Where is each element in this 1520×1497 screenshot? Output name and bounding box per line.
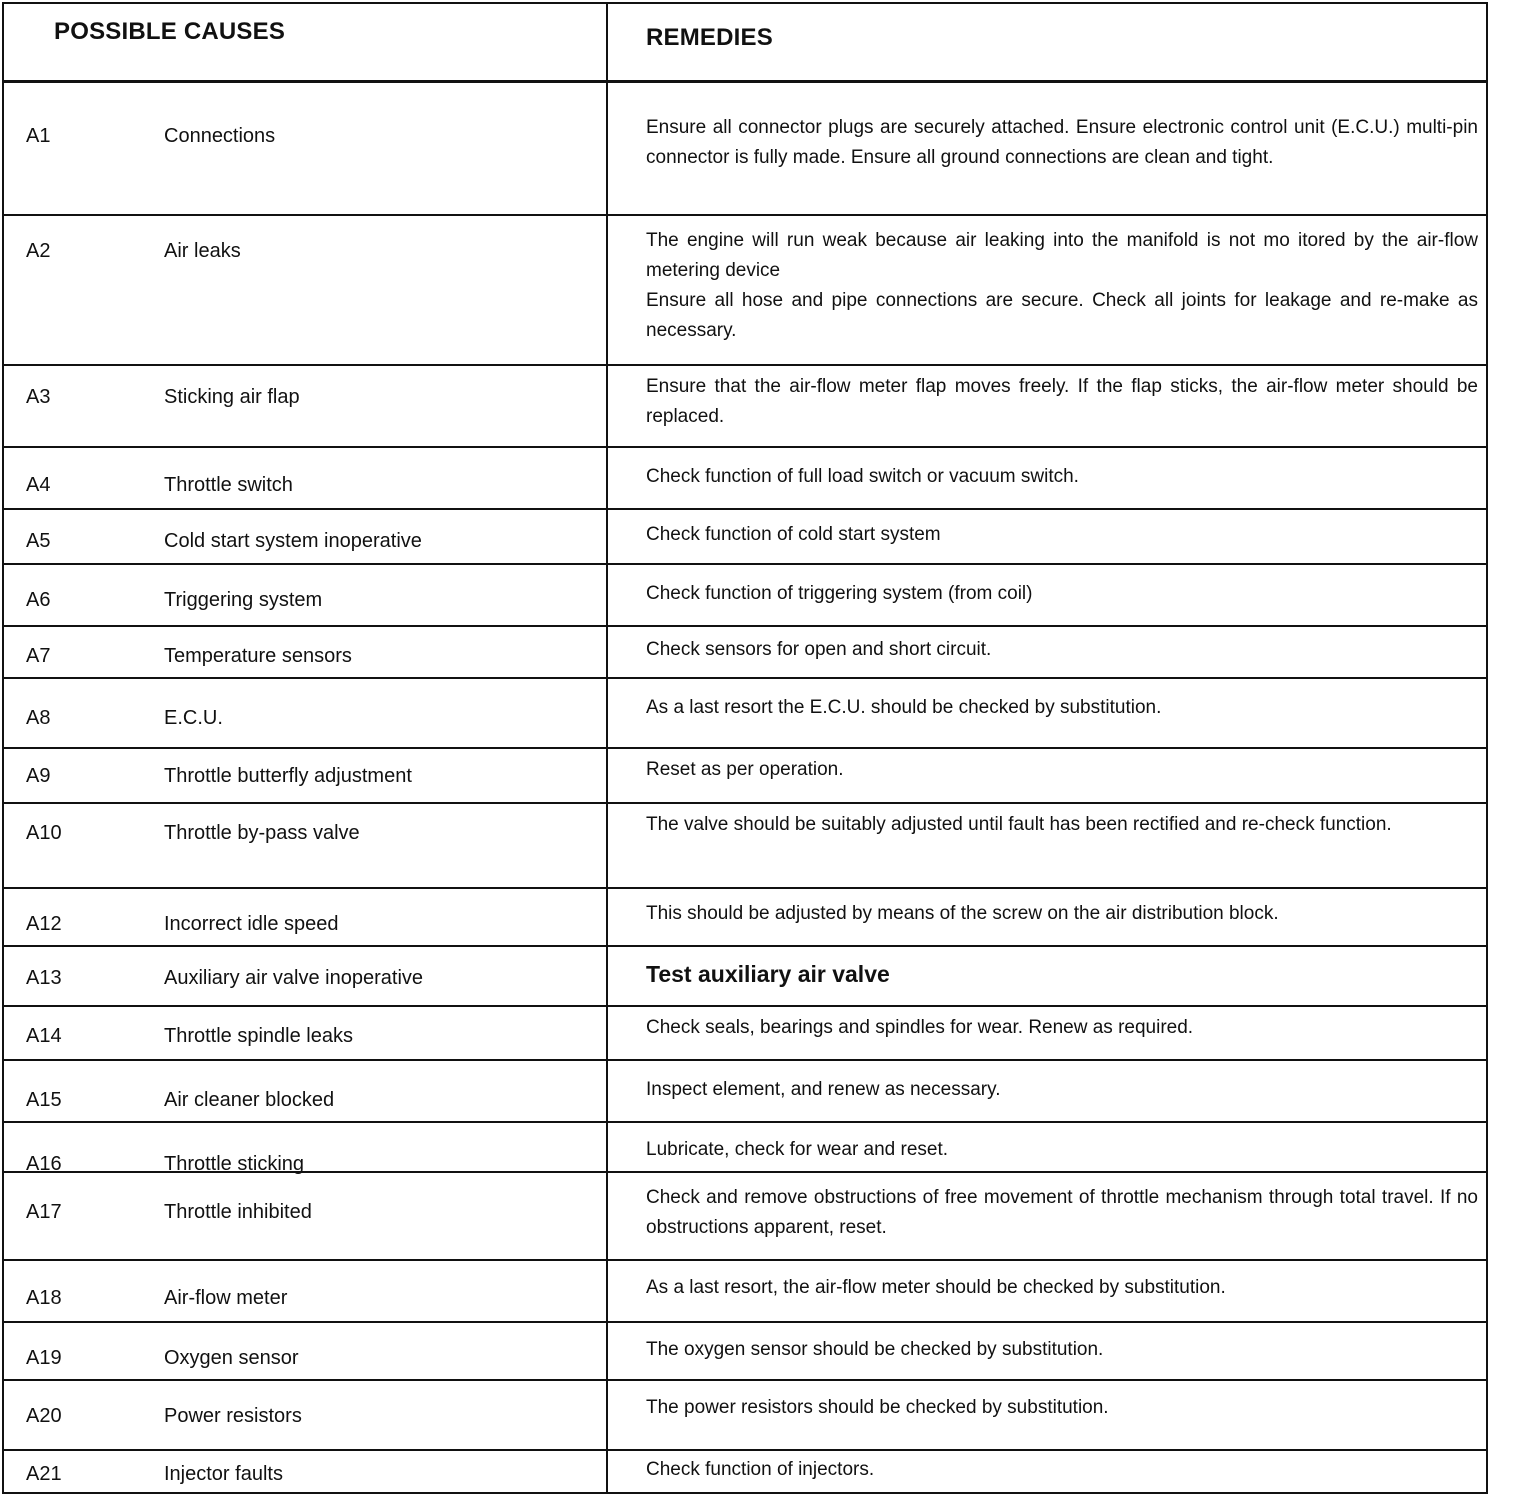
table-row	[4, 83, 1486, 216]
row-code: A12	[26, 913, 62, 935]
row-cause: Throttle spindle leaks	[164, 1025, 353, 1047]
row-cause: Connections	[164, 125, 276, 147]
header-possible-causes: POSSIBLE CAUSES	[54, 18, 286, 45]
table-row	[4, 1173, 1486, 1261]
table-body	[4, 83, 1486, 1492]
row-code: A8	[26, 707, 51, 729]
table-row	[4, 1323, 1486, 1381]
fault-table	[2, 2, 1488, 1494]
row-remedy: Check sensors for open and short circuit.	[646, 639, 992, 660]
row-code: A9	[26, 765, 51, 787]
table-row	[4, 216, 1486, 366]
row-cause: Oxygen sensor	[164, 1347, 299, 1369]
row-code: A18	[26, 1287, 62, 1309]
row-code: A19	[26, 1347, 62, 1369]
row-remedy: The valve should be suitably adjusted until fault has been rectified and re-check function.	[646, 814, 1392, 835]
row-cause: Throttle inhibited	[164, 1201, 312, 1223]
row-remedy: As a last resort the E.C.U. should be checked by substitution.	[646, 697, 1162, 718]
row-cause: Triggering system	[164, 589, 323, 611]
row-code: A4	[26, 474, 51, 496]
row-remedy: Ensure that the air-flow meter flap moves freely. If the flap sticks, the air-flow meter should be replaced.	[646, 376, 1478, 427]
row-cause: Air leaks	[164, 240, 241, 262]
row-cause: Incorrect idle speed	[164, 913, 339, 935]
row-cause: Air cleaner blocked	[164, 1089, 335, 1111]
row-remedy: The power resistors should be checked by substitution.	[646, 1397, 1109, 1418]
row-remedy: Ensure all connector plugs are securely attached. Ensure electronic control unit (E.C.U.) multi-pin connector is fully made. Ensure all ground connections are clean and tight.	[646, 117, 1478, 168]
table-row	[4, 889, 1486, 947]
table-row	[4, 1261, 1486, 1323]
table-row	[4, 448, 1486, 510]
row-cause: Temperature sensors	[164, 645, 352, 667]
row-code: A2	[26, 240, 51, 262]
row-remedy: Check seals, bearings and spindles for wear. Renew as required.	[646, 1017, 1194, 1038]
table-row	[4, 366, 1486, 448]
table-header	[4, 4, 1486, 83]
table-row	[4, 1381, 1486, 1451]
row-remedy: Check function of injectors.	[646, 1459, 875, 1480]
table-row	[4, 1061, 1486, 1123]
row-cause: Power resistors	[164, 1405, 302, 1427]
row-remedy: The oxygen sensor should be checked by substitution.	[646, 1339, 1104, 1360]
row-cause: Sticking air flap	[164, 386, 300, 408]
row-remedy: Inspect element, and renew as necessary.	[646, 1079, 1001, 1100]
row-cause: Auxiliary air valve inoperative	[164, 967, 424, 989]
row-code: A6	[26, 589, 51, 611]
row-code: A17	[26, 1201, 62, 1223]
table-row	[4, 749, 1486, 804]
row-remedy: Check function of triggering system (from coil)	[646, 583, 1033, 604]
row-code: A10	[26, 822, 62, 844]
row-code: A20	[26, 1405, 62, 1427]
table-row	[4, 947, 1486, 1007]
row-code: A14	[26, 1025, 62, 1047]
row-remedy: Check function of cold start system	[646, 524, 941, 545]
row-remedy: As a last resort, the air-flow meter should be checked by substitution.	[646, 1277, 1226, 1298]
row-code: A15	[26, 1089, 62, 1111]
row-cause: Air-flow meter	[164, 1287, 288, 1309]
row-remedy: Test auxiliary air valve	[646, 961, 890, 987]
row-code: A21	[26, 1463, 62, 1485]
table-row	[4, 627, 1486, 679]
row-remedy: Check function of full load switch or vacuum switch.	[646, 466, 1079, 487]
table-row	[4, 565, 1486, 627]
row-cause: Cold start system inoperative	[164, 530, 422, 552]
table-row	[4, 804, 1486, 889]
row-remedy: This should be adjusted by means of the screw on the air distribution block.	[646, 903, 1279, 924]
row-remedy: Reset as per operation.	[646, 759, 844, 780]
header-remedies: REMEDIES	[646, 24, 773, 51]
table-row	[4, 1451, 1486, 1497]
row-cause: Throttle sticking	[164, 1153, 305, 1175]
row-code: A5	[26, 530, 51, 552]
table-row	[4, 679, 1486, 749]
row-cause: Throttle by-pass valve	[164, 822, 360, 844]
row-cause: Throttle butterfly adjustment	[164, 765, 412, 787]
row-remedy: Check and remove obstructions of free movement of throttle mechanism through total travel. If no obstructions apparent, reset.	[646, 1187, 1478, 1238]
table-row	[4, 1007, 1486, 1061]
row-remedy: Lubricate, check for wear and reset.	[646, 1139, 949, 1160]
table-row	[4, 510, 1486, 565]
table-row	[4, 1123, 1486, 1173]
row-remedy: The engine will run weak because air leaking into the manifold is not mo itored by the air-flow metering device Ensure all hose and pipe connections are secure. Check all joints for leakage and re-make as necessary.	[646, 230, 1478, 341]
row-code: A7	[26, 645, 51, 667]
column-divider	[606, 4, 608, 1492]
row-cause: E.C.U.	[164, 707, 223, 729]
row-cause: Throttle switch	[164, 474, 293, 496]
row-code: A16	[26, 1153, 62, 1175]
row-code: A1	[26, 125, 51, 147]
row-code: A3	[26, 386, 51, 408]
row-cause: Injector faults	[164, 1463, 283, 1485]
row-code: A13	[26, 967, 62, 989]
